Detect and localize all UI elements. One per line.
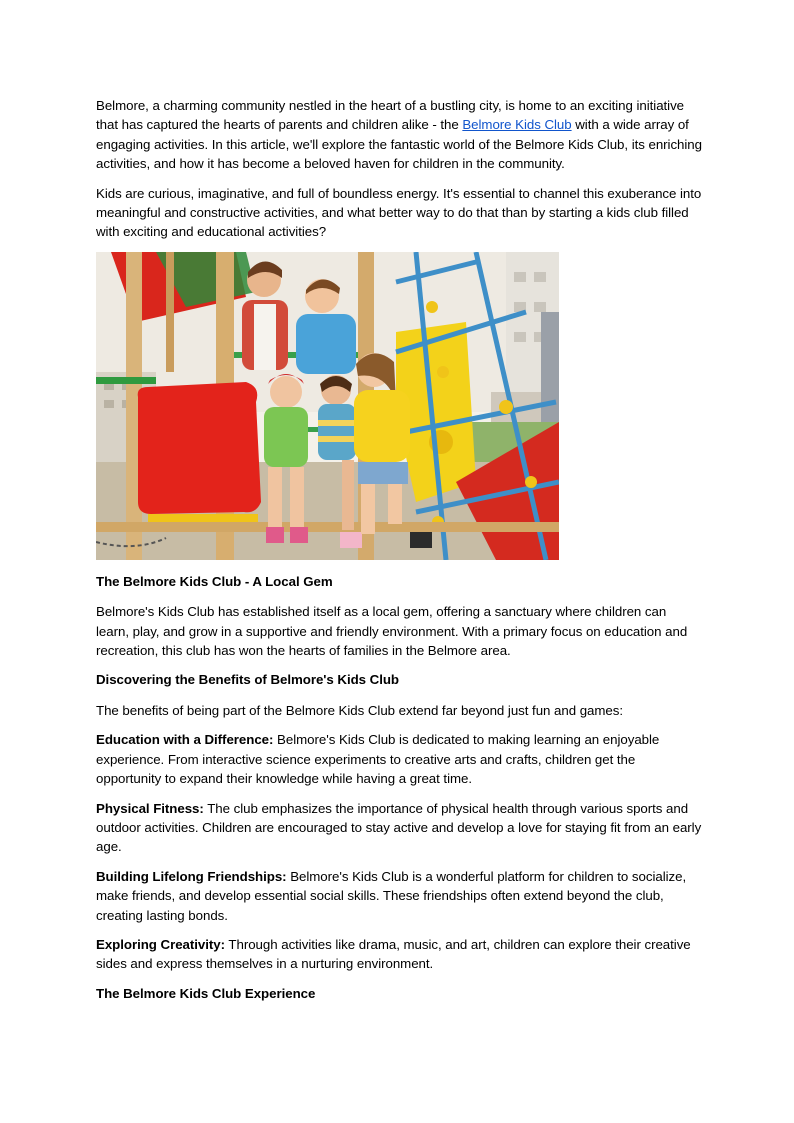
section-heading-benefits: Discovering the Benefits of Belmore's Kids Club bbox=[96, 672, 400, 688]
document-page bbox=[96, 96, 702, 1014]
benefit-text: Belmore's Kids Club is dedicated to making learning an enjoyable experience. From interactive science experiments to creative arts and crafts, children get the opportunity to expand their knowledge while having a great time. bbox=[96, 732, 660, 787]
benefit-text: Belmore's Kids Club is a wonderful platform for children to socialize, make friends, and develop essential social skills. These friendships often extend beyond the club, creating lasting bonds. bbox=[96, 868, 687, 923]
section-heading-experience: The Belmore Kids Club Experience bbox=[96, 985, 316, 1001]
benefit-text: The club emphasizes the importance of physical health through various sports and outdoor activities. Children are encouraged to stay active and develop a love for staying fit from an early age. bbox=[96, 800, 702, 855]
section-heading-local-gem: The Belmore Kids Club - A Local Gem bbox=[96, 573, 333, 589]
benefit-item-creativity bbox=[96, 935, 702, 974]
benefit-item-education bbox=[96, 730, 702, 788]
section-paragraph-benefits-intro: The benefits of being part of the Belmore Kids Club extend far beyond just fun and games: bbox=[96, 702, 624, 718]
benefit-title: Building Lifelong Friendships: bbox=[96, 868, 287, 884]
intro-paragraph-1 bbox=[96, 96, 702, 174]
benefit-title: Physical Fitness: bbox=[96, 800, 204, 816]
intro-text-start: Belmore, a charming community nestled in the heart of a bustling city, is home to an exciting initiative that has captured the hearts of parents and children alike - the bbox=[96, 98, 685, 133]
intro-text-end: with a wide array of engaging activities. In this article, we'll explore the fantastic world of the Belmore Kids Club, its enriching activities, and how it has become a beloved haven for children in the community. bbox=[96, 117, 702, 172]
belmore-kids-club-link[interactable]: Belmore Kids Club bbox=[462, 117, 572, 133]
playground-photo bbox=[96, 252, 559, 560]
benefit-item-fitness bbox=[96, 799, 702, 857]
benefit-title: Education with a Difference: bbox=[96, 732, 274, 748]
benefit-title: Exploring Creativity: bbox=[96, 936, 225, 952]
benefit-text: Through activities like drama, music, and art, children can explore their creative sides and express themselves in a nurturing environment. bbox=[96, 936, 691, 972]
benefit-item-friendships bbox=[96, 867, 702, 925]
intro-paragraph-2: Kids are curious, imaginative, and full of boundless energy. It's essential to channel this exuberance into meaningful and constructive activities, and what better way to do that than by starting a kids club filled with exciting and educational activities? bbox=[96, 185, 702, 240]
section-paragraph-local-gem: Belmore's Kids Club has established itself as a local gem, offering a sanctuary where children can learn, play, and grow in a supportive and friendly environment. With a primary focus on education and recreation, this club has won the hearts of families in the Belmore area. bbox=[96, 604, 688, 659]
